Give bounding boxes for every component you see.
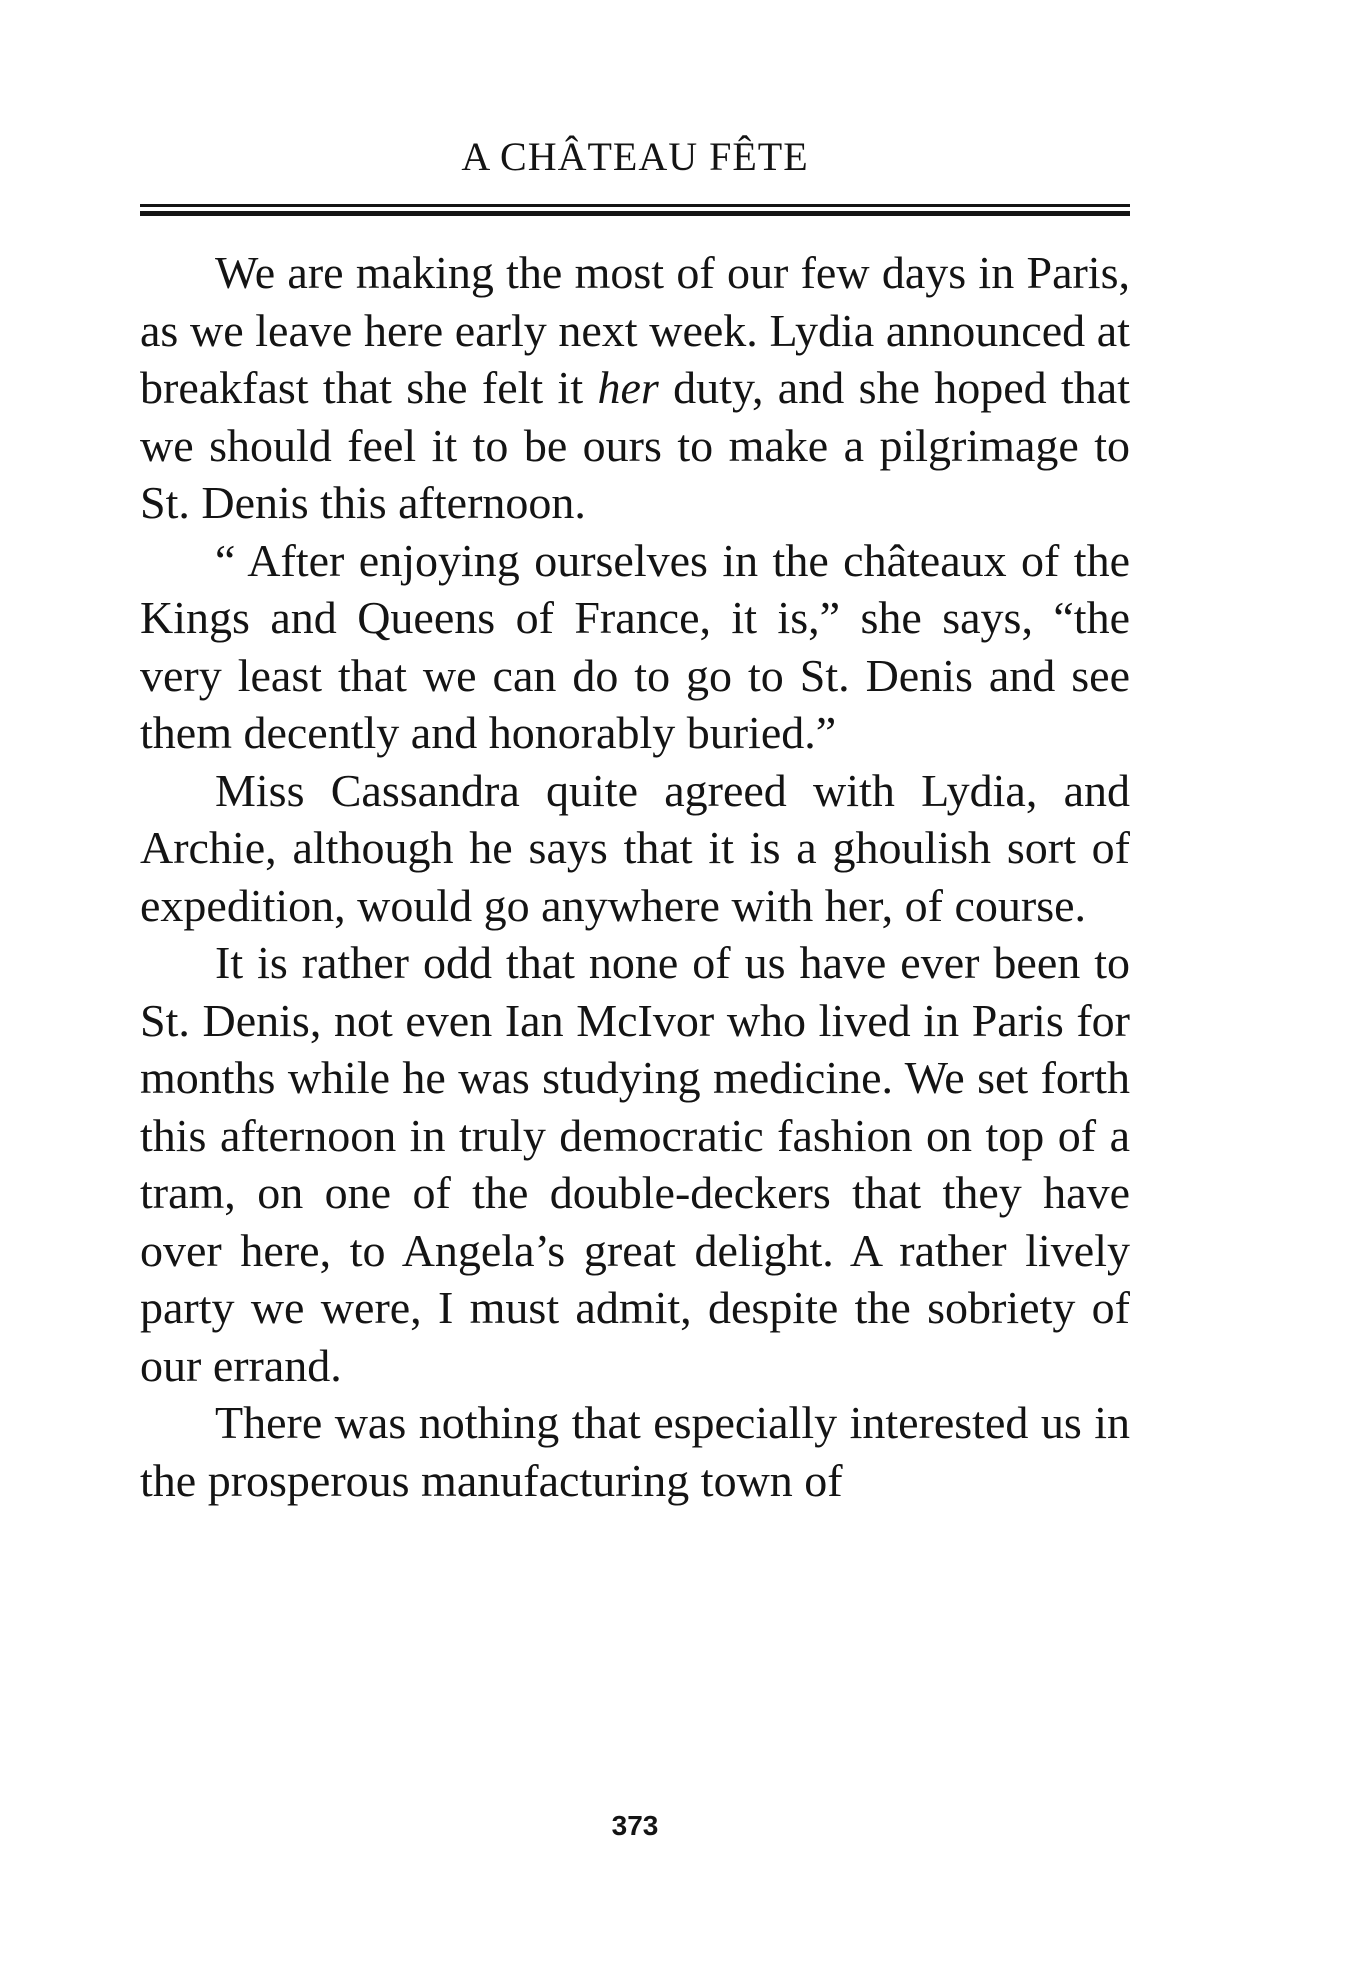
header-rule-thick [140, 211, 1130, 216]
paragraph-text: We are making the most of our few days in Paris, as we leave here early next week. Lydia announced at breakfast that she felt it [140, 247, 1130, 413]
paragraph [140, 244, 1130, 532]
body-text [140, 244, 1130, 1509]
running-head: A CHÂTEAU FÊTE [461, 134, 809, 179]
header-rule [140, 204, 1130, 216]
paragraph: There was nothing that especially interested us in the prosperous manufacturing town of [140, 1397, 1130, 1506]
paragraph: Miss Cassandra quite agreed with Lydia, and Archie, although he says that it is a ghoulish sort of expedition, would go anywhere with her, of course. [140, 764, 1130, 931]
italic-emphasis: her [597, 362, 659, 413]
page-number: 373 [611, 1810, 659, 1841]
paragraph-text: duty, and she hoped that we should feel it to be ours to make a pilgrimage to St. Denis this afternoon. [140, 362, 1130, 528]
paragraph: It is rather odd that none of us have ever been to St. Denis, not even Ian McIvor who lived in Paris for months while he was studying medicine. We set forth this afternoon in truly democratic fashion on top of a tram, on one of the double-deckers that they have over here, to Angela’s great delight. A rather lively party we were, I must admit, despite the sobriety of our errand. [140, 937, 1130, 1391]
paragraph: “ After enjoying ourselves in the châteaux of the Kings and Queens of France, it is,” she says, “the very least that we can do to go to St. Denis and see them decently and honorably buried.” [140, 534, 1130, 758]
